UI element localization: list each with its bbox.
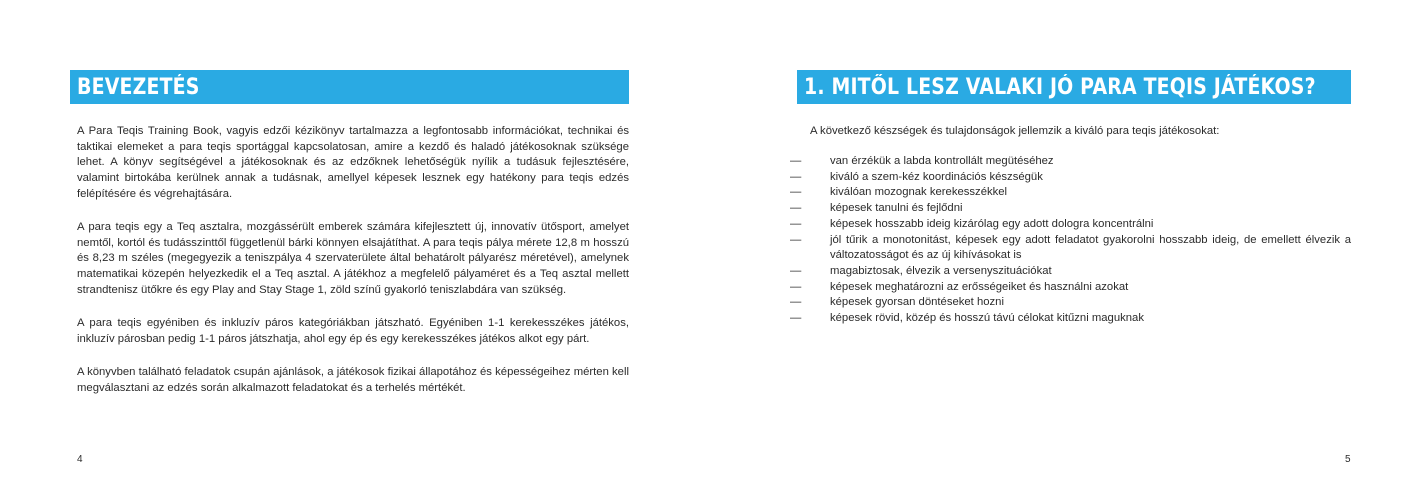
intro-body [77,124,629,414]
list-item [790,295,1351,311]
list-intro: A következő készségek és tulajdonságok jellemzik a kiváló para teqis játékosokat: [810,125,1220,137]
dash-marker: — [790,217,802,230]
paragraph: A Para Teqis Training Book, vagyis edzői kézikönyv tartalmazza a legfontosabb információkat, technikai és taktikai elemeket a para teqis sportággal kapcsolatosan, amire a kezdő és haladó játékosoknak szüksége lehet. A könyv segítségével a játékosoknak és az edzőknek lehetőségük nyílik a tudásuk fejlesztésére, valamint birtokába kerülnek annak a tudásnak, amellyel képesek lesznek egy hatékony para teqis edzés felépítésére és végrehajtására. [77,125,629,200]
skills-list [790,154,1351,327]
list-item-text: képesek rövid, közép és hosszú távú célokat kitűzni maguknak [830,312,1144,325]
list-item-text: képesek meghatározni az erősségeiket és használni azokat [830,280,1129,293]
section-heading-bar [70,70,629,104]
list-item [790,233,1351,264]
dash-marker: — [790,202,802,215]
list-item [790,280,1351,296]
page-number: 5 [1345,454,1351,465]
list-item-text: jól tűrik a monotonitást, képesek egy adott feladatot gyakorolni hosszabb ideig, de emellett élvezik a változatosságot és az új kihívásokat is [830,233,1351,262]
right-page [713,0,1427,496]
dash-marker: — [790,264,802,277]
chapter-heading-bar [797,70,1351,104]
dash-marker: — [790,312,802,325]
list-item [790,154,1351,170]
list-item [790,264,1351,280]
list-item [790,311,1351,327]
list-item-text: képesek tanulni és fejlődni [830,202,963,215]
list-item [790,185,1351,201]
list-item-text: kiválóan mozognak kerekesszékkel [830,186,1008,199]
list-item-text: képesek gyorsan döntéseket hozni [830,296,1004,309]
chapter-title: 1. MITŐL LESZ VALAKI JÓ PARA TEQIS JÁTÉKOS? [804,74,1316,100]
dash-marker: — [790,296,802,309]
dash-marker: — [790,280,802,293]
list-item-text: kiváló a szem-kéz koordinációs készségük [830,170,1043,183]
list-item-text: képesek hosszabb ideig kizárólag egy adott dologra koncentrálni [830,217,1154,230]
dash-marker: — [790,155,802,167]
dash-marker: — [790,186,802,199]
list-item-text: magabiztosak, élvezik a versenyszituációkat [830,264,1052,277]
paragraph: A para teqis egy a Teq asztalra, mozgássérült emberek számára kifejlesztett új, innovatív ütősport, amelyet nemtől, kortól és tudásszinttől függetlenül bárki könnyen elsajátíthat. A para teqis pálya mérete 12,8 m hosszú és 8,23 m széles (megegyezik a teniszpálya 4 szervaterülete által behatárolt pályarész méretével), amelynek matematikai közepén helyezkedik el a Teq asztal. A játékhoz a megfelelő pályaméret és a Teq asztal mellett strandtenisz ütőkre és egy Play and Stay Stage 1, zöld színű gyakorló teniszlabdára van szükség. [77,221,629,296]
page-number: 4 [77,454,83,465]
list-item-text: van érzékük a labda kontrollált megütéséhez [830,155,1054,167]
paragraph: A könyvben található feladatok csupán ajánlások, a játékosok fizikai állapotához és képességeihez mérten kell megválasztani az edzés során alkalmazott feladatokat és a terhelés mértékét. [77,365,629,394]
section-title: BEVEZETÉS [77,74,200,100]
list-item [790,201,1351,217]
dash-marker: — [790,170,802,183]
list-item [790,217,1351,233]
left-page [0,0,713,496]
dash-marker: — [790,233,802,246]
paragraph: A para teqis egyéniben és inkluzív páros kategóriákban játszható. Egyéniben 1-1 kerekesszékes játékos, inkluzív párosban pedig 1-1 páros játszhatja, ahol egy ép és egy kerekesszékes játékos alkot egy párt. [77,317,629,345]
list-item [790,170,1351,186]
